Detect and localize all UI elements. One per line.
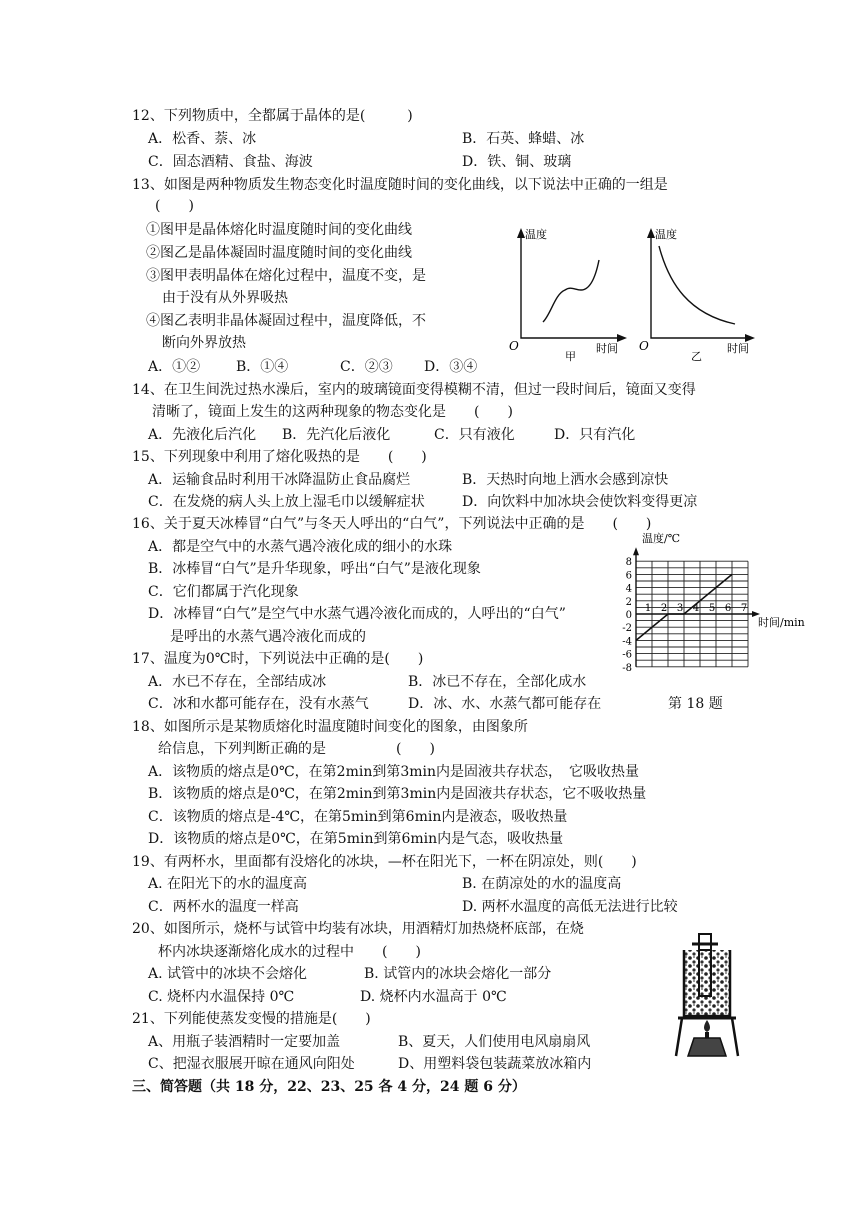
solidify-curve	[659, 246, 735, 324]
q12-option-c: C．固态酒精、食盐、海波	[148, 154, 313, 170]
chart-x-label: 时间/min	[758, 616, 805, 629]
q13-option-d: D．③④	[424, 359, 478, 375]
q19-option-a: A. 在阳光下的水的温度高	[148, 876, 308, 892]
q21-option-b: B、夏天，人们使用电风扇扇风	[398, 1034, 591, 1050]
figure-yi	[637, 224, 759, 364]
q18-chart	[612, 530, 812, 680]
q13-stem-paren: ( )	[155, 198, 194, 214]
q13-option-c: C．②③	[340, 359, 393, 375]
q17-option-d: D．冰、水、水蒸气都可能存在	[408, 696, 602, 712]
beaker-heating-figure	[672, 932, 744, 1062]
y-tick-label: -6	[622, 649, 632, 661]
q20-stem: 20、如图所示，烧杯与试管中均装有冰块，用酒精灯加热烧杯底部，在烧	[132, 921, 584, 937]
x-tick-label: 6	[724, 603, 732, 614]
y-tick-label: -2	[622, 623, 632, 635]
q21-stem: 21、下列能使蒸发变慢的措施是( )	[132, 1011, 371, 1027]
y-tick-label: 6	[625, 570, 632, 582]
q12-option-b: B．石英、蜂蜡、冰	[462, 131, 585, 147]
chart-y-ticks	[622, 557, 632, 674]
q16-option-d-cont: 是呼出的水蒸气遇冷液化而成的	[170, 629, 366, 645]
q19-option-c: C．两杯水的温度一样高	[148, 899, 299, 915]
q13-statement-1: ①图甲是晶体熔化时温度随时间的变化曲线	[146, 222, 412, 238]
q14-stem-cont: 清晰了，镜面上发生的这两种现象的物态变化是 ( )	[152, 404, 513, 420]
q20-option-a: A. 试管中的冰块不会熔化	[148, 966, 308, 982]
x-tick-label: 1	[644, 603, 652, 614]
q15-stem: 15、下列现象中利用了熔化吸热的是 ( )	[132, 449, 427, 465]
y-tick-label: 2	[625, 596, 632, 608]
x-tick-label: 4	[692, 603, 700, 614]
q18-option-a: A．该物质的熔点是0℃，在第2min到第3min内是固液共存状态， 它吸收热量	[148, 764, 640, 780]
q16-option-d: D．冰棒冒“白气”是空气中水蒸气遇冷液化而成的，人呼出的“白气”	[148, 606, 566, 622]
y-axis-arrow	[633, 547, 639, 555]
q18-option-b: B．该物质的熔点是0℃，在第2min到第3min内是固液共存状态，它不吸收热量	[148, 786, 647, 802]
jia-x-label: 时间	[596, 342, 618, 355]
flame-icon	[704, 1020, 710, 1032]
q18-figure-caption: 第 18 题	[668, 696, 723, 712]
q14-option-d: D．只有汽化	[554, 427, 636, 443]
q17-option-a: A．水已不存在，全部结成冰	[148, 674, 327, 690]
q13-option-a: A．①②	[148, 359, 201, 375]
y-tick-label: 0	[625, 610, 632, 621]
q17-option-c: C．冰和水都可能存在，没有水蒸气	[148, 696, 369, 712]
q13-option-b: B．①④	[236, 359, 289, 375]
melting-curve	[543, 260, 599, 322]
q20-option-b: B. 试管内的冰块会熔化一部分	[364, 966, 552, 982]
q18-option-c: C．该物质的熔点是-4℃，在第5min到第6min内是液态，吸收热量	[148, 809, 568, 825]
chart-y-label: 温度/℃	[642, 532, 681, 545]
q13-statement-2: ②图乙是晶体凝固时温度随时间的变化曲线	[146, 245, 412, 261]
q12-option-d: D．铁、铜、玻璃	[462, 154, 572, 170]
q16-option-c: C．它们都属于汽化现象	[148, 584, 299, 600]
q19-stem: 19、有两杯水，里面都有没熔化的冰块，—杯在阳光下，一杯在阴凉处，则( )	[132, 854, 637, 870]
yi-origin: O	[639, 339, 649, 353]
y-tick-label: -4	[622, 636, 632, 648]
jia-origin: O	[509, 339, 519, 353]
q15-option-d: D．向饮料中加冰块会使饮料变得更凉	[462, 494, 698, 510]
q20-option-c: C. 烧杯内水温保持 0℃	[148, 989, 295, 1005]
q16-option-b: B．冰棒冒“白气”是升华现象，呼出“白气”是液化现象	[148, 561, 481, 577]
q14-stem: 14、在卫生间洗过热水澡后，室内的玻璃镜面变得模糊不清，但过一段时间后，镜面又变得	[132, 382, 696, 398]
q15-option-a: A．运输食品时利用干冰降温防止食品腐烂	[148, 472, 411, 488]
alcohol-lamp-icon	[688, 1038, 726, 1056]
q13-statement-4: ④图乙表明非晶体凝固过程中，温度降低，不	[146, 313, 426, 329]
yi-caption: 乙	[691, 350, 702, 363]
y-tick-label: 8	[625, 557, 632, 569]
q13-statement-4-cont: 断向外界放热	[162, 335, 246, 351]
q14-option-c: C．只有液化	[434, 427, 515, 443]
q19-option-d: D. 两杯水温度的高低无法进行比较	[462, 899, 678, 915]
q16-stem: 16、关于夏天冰棒冒“白气”与冬天人呼出的“白气”，下列说法中正确的是 ( )	[132, 516, 652, 532]
q14-option-b: B．先汽化后液化	[282, 427, 391, 443]
q17-stem: 17、温度为0℃时，下列说法中正确的是( )	[132, 651, 424, 667]
q19-option-b: B. 在荫凉处的水的温度高	[462, 876, 622, 892]
q12-option-a: A．松香、萘、冰	[148, 131, 257, 147]
q18-stem: 18、如图所示是某物质熔化时温度随时间变化的图象，由图象所	[132, 719, 528, 735]
q13-stem: 13、如图是两种物质发生物态变化时温度随时间的变化曲线，以下说法中正确的一组是	[132, 177, 668, 193]
q12-stem: 12、下列物质中，全都属于晶体的是( )	[132, 108, 413, 124]
q18-option-d: D．该物质的熔点是0℃，在第5min到第6min内是气态，吸收热量	[148, 831, 564, 847]
x-tick-label: 5	[708, 603, 716, 614]
x-tick-label: 7	[740, 603, 748, 614]
q15-option-b: B．天热时向地上洒水会感到凉快	[462, 472, 669, 488]
q21-option-c: C、把湿衣服展开晾在通风向阳处	[148, 1056, 355, 1072]
jia-y-label: 温度	[525, 228, 547, 241]
q17-option-b: B．冰已不存在，全部化成水	[408, 674, 587, 690]
x-tick-label: 3	[676, 603, 684, 614]
y-tick-label: 4	[625, 583, 632, 595]
q20-stem-cont: 杯内冰块逐渐熔化成水的过程中 ( )	[158, 944, 421, 960]
yi-y-label: 温度	[655, 228, 677, 241]
q16-option-a: A．都是空气中的水蒸气遇冷液化成的细小的水珠	[148, 539, 453, 555]
figure-jia	[505, 224, 630, 364]
q20-option-d: D. 烧杯内水温高于 0℃	[360, 989, 507, 1005]
q15-option-c: C．在发烧的病人头上放上湿毛巾以缓解症状	[148, 494, 425, 510]
q18-stem-cont: 给信息，下列判断正确的是 ( )	[158, 741, 435, 757]
q21-option-a: A、用瓶子装酒精时一定要加盖	[148, 1034, 341, 1050]
yi-x-label: 时间	[727, 342, 749, 355]
y-tick-label: -8	[622, 662, 632, 674]
q13-statement-3: ③图甲表明晶体在熔化过程中，温度不变，是	[146, 268, 426, 284]
q21-option-d: D、用塑料袋包装蔬菜放冰箱内	[398, 1056, 592, 1072]
q13-statement-3-cont: 由于没有从外界吸热	[162, 290, 288, 306]
q14-option-a: A．先液化后汽化	[148, 427, 257, 443]
jia-caption: 甲	[565, 350, 576, 363]
section-3-heading: 三、简答题（共 18 分，22、23、25 各 4 分，24 题 6 分）	[132, 1079, 526, 1095]
x-tick-label: 2	[660, 603, 668, 614]
